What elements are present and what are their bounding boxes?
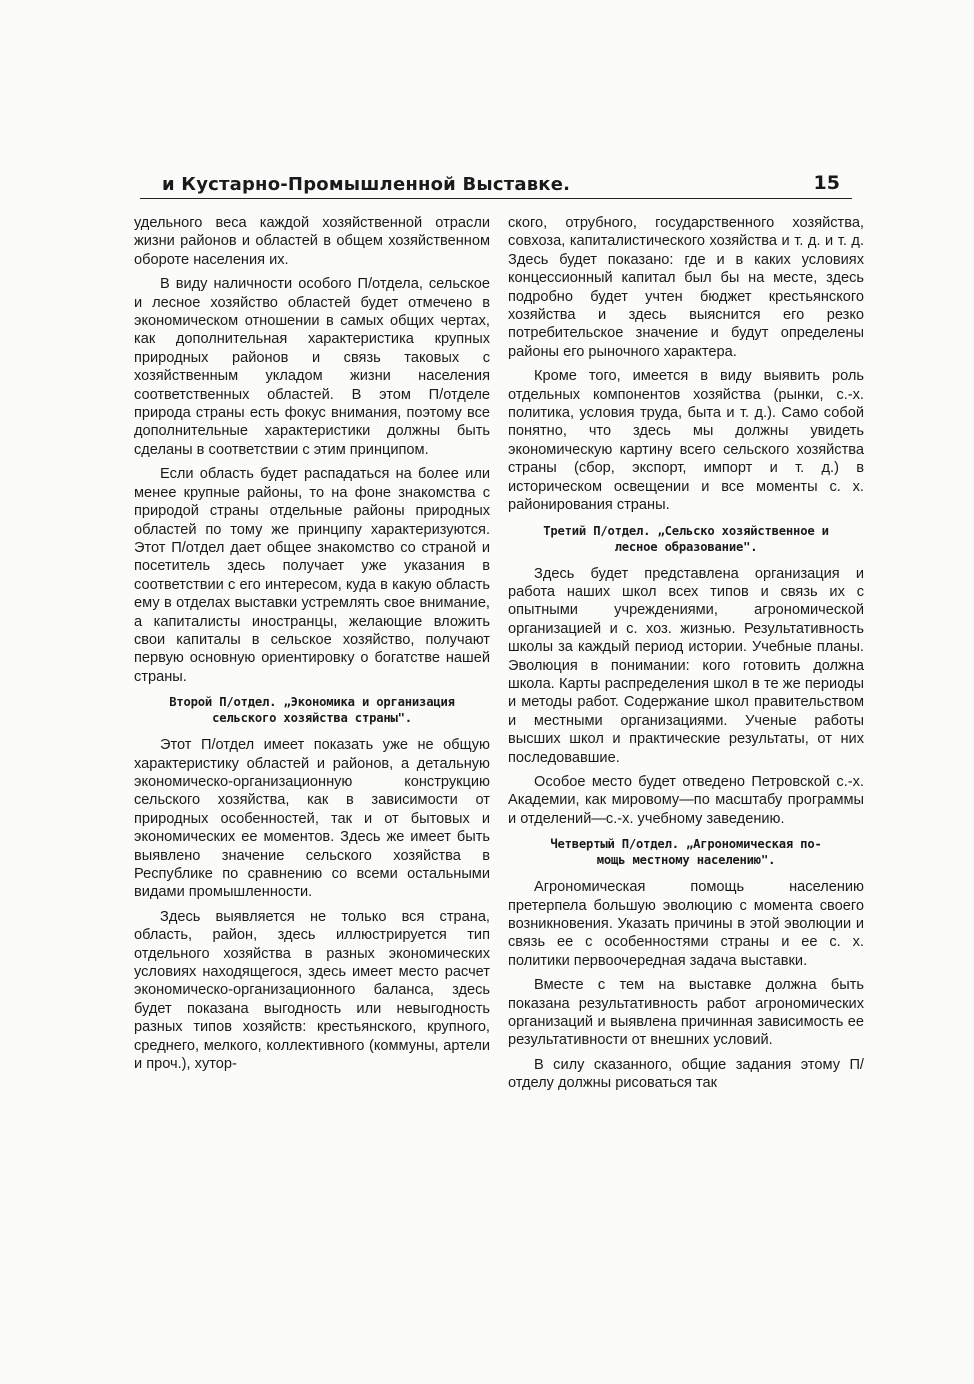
page-number: 15 <box>813 172 840 194</box>
paragraph: Агрономическая помощь населению претерпела большую эволюцию с момента своего возникновения. Указать причины в этой эволюции и связь ее с особенностями страны и ее с. х. политики первоочередная задача выставки. <box>508 879 864 969</box>
section-heading-third-subdepartment <box>508 523 864 555</box>
right-column <box>508 214 864 1214</box>
heading-line: Третий П/отдел. „Сельско хозяйственное и <box>543 523 829 538</box>
paragraph: Особое место будет отведено Петровской с.-х. Академии, как мировому—по масштабу программы и отделений—с.-х. учебному заведению. <box>508 773 864 827</box>
heading-line: Четвертый П/отдел. „Агрономическая по- <box>550 837 822 852</box>
paragraph: удельного веса каждой хозяйственной отрасли жизни районов и областей в общем хозяйственном обороте населения их. <box>134 215 490 268</box>
paragraph: Здесь выявляется не только вся страна, область, район, здесь иллюстрируется тип отдельного хозяйства в разных экономических условиях находящегося, здесь имеет место расчет экономическо-организационного баланса, здесь будет показана выгодность или невыгодность разных типов хозяйств: крестьянского, крупного, среднего, мелкого, коллективного (коммуны, артели и проч.), хутор- <box>134 908 490 1073</box>
heading-line: лесное образование". <box>614 539 758 554</box>
running-header <box>140 172 852 199</box>
paragraph: Если область будет распадаться на более или менее крупные районы, то на фоне знакомства с природой страны отдельные районы природных областей по тому же принципу характеризуются. Этот П/отдел дает общее знакомство со страной и посетитель здесь получает уже указания в соответствии с его интересом, куда в какую область ему в отделах выставки устремлять свое внимание, а капиталисты иностранцы, желающие вложить свои капиталы в сельское хозяйство, получают первую основную ориентировку о богатстве нашей страны. <box>134 466 490 685</box>
paragraph: Кроме того, имеется в виду выявить роль отдельных компонентов хозяйства (рынки, с.-х. политика, условия труда, быта и т. д.). Само собой понятно, что здесь мы должны увидеть экономическую картину всего сельского хозяйства страны (сбор, экспорт, импорт и т. д.) в историческом освещении и все моменты с. х. районирования страны. <box>508 368 864 514</box>
section-heading-second-subdepartment <box>134 694 490 726</box>
paragraph: Этот П/отдел имеет показать уже не общую характеристику областей и районов, а детальную экономическо-организационную конструкцию сельского хозяйства, как в зависимости от природных особенностей, так и от бытовых и экономических ее моментов. Здесь же имеет быть выявлено значение сельского хозяйства в Республике по сравнению со всеми остальными видами промышленности. <box>134 737 490 901</box>
heading-line: сельского хозяйства страны". <box>212 711 412 726</box>
section-heading-fourth-subdepartment <box>508 836 864 868</box>
paragraph: В силу сказанного, общие задания этому П/отделу должны рисоваться так <box>508 1056 864 1092</box>
heading-line: мощь местному населению". <box>596 853 776 868</box>
paragraph: Вместе с тем на выставке должна быть показана результативность работ агрономических организаций и выявлена причинная зависимость ее результативности от внешних условий. <box>508 977 864 1049</box>
paragraph: В виду наличности особого П/отдела, сельское и лесное хозяйство областей будет отмечено в экономическом отношении в самых общих чертах, как дополнительная характеристика крупных природных районов и связь таковых с хозяйственным укладом жизни населения соответственных областей. В этом П/отделе природа страны есть фокус внимания, поэтому все дополнительные характеристики должны быть сделаны в соответствии с этим принципом. <box>134 276 490 458</box>
paragraph: Здесь будет представлена организация и работа наших школ всех типов и связь их с опытными учреждениями, агрономической организацией и с. хоз. жизнью. Результативность школы за каждый период истории. Учебные планы. Эволюция в понимании: кого готовить должна школа. Карты распределения школ в те же периоды и методы работ. Содержание школ правительством и местными организациями. Ученые работы высших школ и практические результаты, от них последовавшие. <box>508 565 864 766</box>
left-column <box>134 214 490 1214</box>
running-title: и Кустарно-Промышленной Выставке. <box>162 174 571 195</box>
heading-line: Второй П/отдел. „Экономика и организация <box>169 695 455 710</box>
paragraph: ского, отрубного, государственного хозяйства, совхоза, капиталистического хозяйства и т. д. и т. д. Здесь будет показано: где и в каких условиях концессионный капитал был бы на месте, здесь подробно будет учтен бюджет крестьянского хозяйства и здесь выяснится его резко потребительское значение и будут определены районы его рыночного характера. <box>508 215 864 360</box>
